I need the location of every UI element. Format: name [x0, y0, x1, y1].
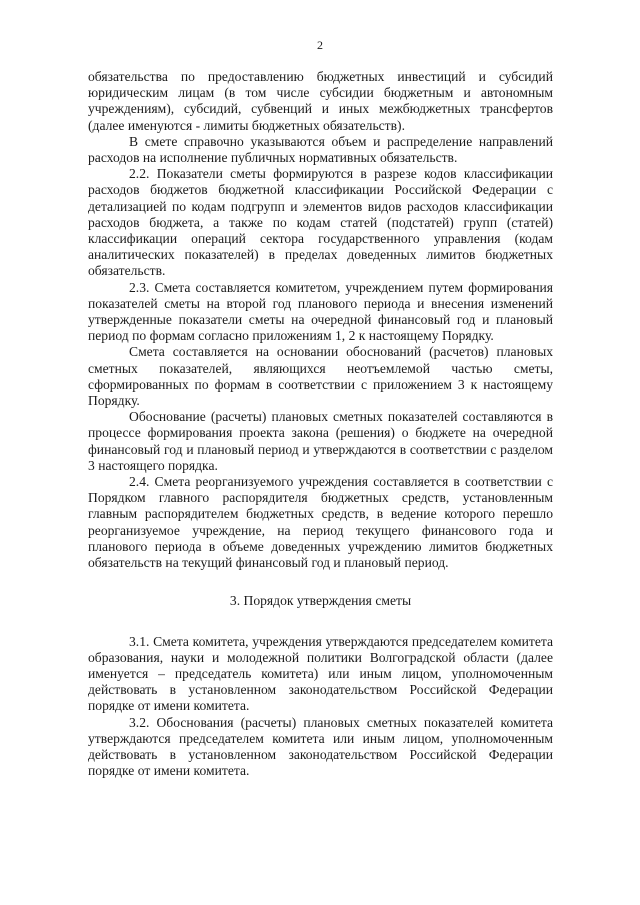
paragraph-2-3-justification: Обоснование (расчеты) плановых сметных показателей составляются в процессе формирования проекта закона (решения) о бюджете на очередной финансовый год и плановый период и утверждаются в соответствии с разделом 3 настоящего порядка. — [88, 409, 553, 473]
paragraph-2-3-basis: Смета составляется на основании обоснований (расчетов) плановых сметных показателей, являющихся неотъемлемой частью сметы, сформированных по формам в соответствии с приложением 3 к настоящему Порядку. — [88, 344, 553, 409]
paragraph-2-2: 2.2. Показатели сметы формируются в разрезе кодов классификации расходов бюджетов бюджетной классификации Российской Федерации с детализацией по кодам подгрупп и элементов видов расходов классификации расходов бюджета, а также по кодам статей (подстатей) групп (статей) классификации операций сектора государственного управления (кодам аналитических показателей) в пределах доведенных лимитов бюджетных обязательств. — [88, 166, 553, 279]
document-body — [88, 69, 553, 779]
section-heading: 3. Порядок утверждения сметы — [229, 593, 412, 609]
paragraph-3-1: 3.1. Смета комитета, учреждения утверждаются председателем комитета образования, науки и молодежной политики Волгоградской области (далее именуется – председатель комитета) или иным лицом, уполномоченным действовать в установленном законодательством Российской Федерации порядке от имени комитета. — [88, 633, 553, 714]
page-number: 2 — [317, 38, 323, 52]
paragraph-public-obligations: В смете справочно указываются объем и распределение направлений расходов на исполнение публичных нормативных обязательств. — [88, 133, 553, 166]
paragraph-continuation: обязательства по предоставлению бюджетных инвестиций и субсидий юридическим лицам (в том числе субсидии бюджетным и автономным учреждениям), субсидий, субвенций и иных межбюджетных трансфертов (далее именуются - лимиты бюджетных обязательств). — [88, 69, 553, 133]
paragraph-3-2: 3.2. Обоснования (расчеты) плановых сметных показателей комитета утверждаются председателем комитета или иным лицом, уполномоченным действовать в установленном законодательством Российской Федерации порядке от имени комитета. — [88, 714, 553, 779]
paragraph-2-3: 2.3. Смета составляется комитетом, учреждением путем формирования показателей сметы на второй год планового периода и внесения изменений утвержденные показатели сметы на очередной финансовый год и плановый период по формам согласно приложениям 1, 2 к настоящему Порядку. — [88, 279, 553, 344]
paragraph-2-4: 2.4. Смета реорганизуемого учреждения составляется в соответствии с Порядком главного распорядителя бюджетных средств, установленным главным распорядителем бюджетных средств, в ведение которого перешло реорганизуемое учреждение, на период текущего финансового года и планового периода в объеме доведенных учреждению лимитов бюджетных обязательств на текущий финансовый год и плановый период. — [88, 474, 553, 571]
